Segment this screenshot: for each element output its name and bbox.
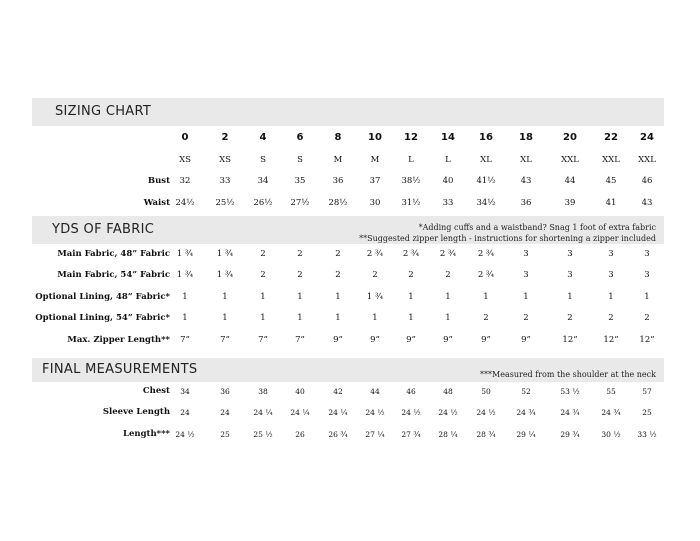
table-cell: 33	[442, 198, 454, 208]
table-cell: 28 ¾	[476, 430, 496, 439]
table-cell: 1	[445, 313, 451, 323]
size-letter: S	[260, 155, 266, 165]
table-cell: 40	[442, 176, 454, 186]
table-cell: 40	[295, 387, 305, 396]
row-label-waist: Waist	[143, 198, 170, 208]
table-cell: 24½	[175, 198, 195, 208]
table-cell: 38	[258, 387, 268, 396]
table-cell: 55	[606, 387, 616, 396]
table-cell: 9”	[443, 335, 453, 345]
table-cell: 25 ½	[253, 430, 273, 439]
table-cell: 3	[523, 249, 529, 259]
table-cell: 34	[257, 176, 269, 186]
table-cell: 2	[483, 313, 489, 323]
table-cell: 2	[644, 313, 650, 323]
table-cell: 37	[369, 176, 381, 186]
table-cell: 3	[567, 249, 573, 259]
table-cell: 2 ¾	[402, 249, 420, 259]
table-cell: 3	[644, 249, 650, 259]
table-cell: 2	[335, 270, 341, 280]
table-cell: 41½	[476, 176, 496, 186]
table-cell: 36	[332, 176, 344, 186]
table-cell: 35	[294, 176, 306, 186]
table-cell: 2 ¾	[477, 270, 495, 280]
fabric-row-label: Max. Zipper Length**	[67, 335, 170, 345]
table-cell: 1	[608, 292, 614, 302]
table-cell: 1	[182, 313, 188, 323]
table-cell: 28 ¼	[438, 430, 458, 439]
table-cell: 3	[523, 270, 529, 280]
table-cell: 24 ½	[476, 408, 496, 417]
table-cell: 2	[335, 249, 341, 259]
table-cell: 24 ½	[365, 408, 385, 417]
table-cell: 2	[523, 313, 529, 323]
table-cell: 3	[608, 270, 614, 280]
table-cell: 38½	[401, 176, 421, 186]
table-cell: 24	[180, 408, 190, 417]
table-cell: 1	[483, 292, 489, 302]
table-cell: 34½	[476, 198, 496, 208]
table-cell: 24 ½	[438, 408, 458, 417]
table-cell: 2	[372, 270, 378, 280]
table-cell: 1	[408, 313, 414, 323]
table-cell: 30	[369, 198, 381, 208]
table-cell: 46	[641, 176, 653, 186]
table-cell: 12”	[562, 335, 578, 345]
table-cell: 1 ¾	[176, 249, 194, 259]
table-cell: 24	[220, 408, 230, 417]
table-cell: 2	[608, 313, 614, 323]
table-cell: 44	[370, 387, 380, 396]
table-cell: 1	[182, 292, 188, 302]
table-cell: 7”	[295, 335, 305, 345]
table-cell: 1	[445, 292, 451, 302]
table-cell: 3	[644, 270, 650, 280]
fabric-row-label: Main Fabric, 48” Fabric	[57, 249, 170, 259]
size-number: 8	[334, 132, 342, 143]
size-number: 12	[404, 132, 418, 143]
table-cell: 36	[220, 387, 230, 396]
table-cell: 9”	[333, 335, 343, 345]
table-cell: 41	[605, 198, 617, 208]
table-cell: 2	[408, 270, 414, 280]
table-cell: 1	[297, 313, 303, 323]
table-cell: 26½	[253, 198, 273, 208]
fabric-row-label: Optional Lining, 54” Fabric*	[35, 313, 170, 323]
table-cell: 29 ¾	[560, 430, 580, 439]
size-letter: M	[333, 155, 343, 165]
table-cell: 30 ½	[601, 430, 621, 439]
fabric-row-label: Optional Lining, 48” Fabric*	[35, 292, 170, 302]
table-cell: 12”	[639, 335, 655, 345]
table-cell: 9”	[370, 335, 380, 345]
table-cell: 26	[295, 430, 305, 439]
size-number: 22	[604, 132, 618, 143]
table-cell: 7”	[258, 335, 268, 345]
size-number: 20	[563, 132, 577, 143]
table-cell: 2 ¾	[439, 249, 457, 259]
table-cell: 1 ¾	[176, 270, 194, 280]
table-cell: 24 ½	[175, 430, 195, 439]
size-letter: XXL	[602, 155, 620, 165]
table-cell: 57	[642, 387, 652, 396]
table-cell: 31½	[401, 198, 421, 208]
table-cell: 43	[520, 176, 532, 186]
table-cell: 24 ¾	[516, 408, 536, 417]
table-cell: 44	[564, 176, 576, 186]
table-cell: 1 ¾	[216, 249, 234, 259]
table-cell: 45	[605, 176, 617, 186]
table-cell: 29 ¼	[516, 430, 536, 439]
table-cell: 1	[260, 292, 266, 302]
table-cell: 2	[297, 249, 303, 259]
table-cell: 24 ¼	[290, 408, 310, 417]
table-cell: 1	[335, 292, 341, 302]
fabric-note-zipper: **Suggested zipper length - instructions for shortening a zipper included	[359, 234, 656, 243]
table-cell: 1	[644, 292, 650, 302]
size-letter: L	[408, 155, 414, 165]
table-cell: 24 ¾	[601, 408, 621, 417]
size-number: 2	[221, 132, 229, 143]
size-number: 24	[640, 132, 654, 143]
table-cell: 52	[521, 387, 531, 396]
fabric-note-cuffs: *Adding cuffs and a waistband? Snag 1 foot of extra fabric	[418, 223, 656, 232]
table-cell: 33	[219, 176, 231, 186]
table-cell: 1	[335, 313, 341, 323]
table-cell: 46	[406, 387, 416, 396]
table-cell: 2 ¾	[477, 249, 495, 259]
table-cell: 1	[260, 313, 266, 323]
table-cell: 53 ½	[560, 387, 580, 396]
table-cell: 9”	[521, 335, 531, 345]
table-cell: 2	[567, 313, 573, 323]
size-letter: XL	[520, 155, 532, 165]
table-cell: 39	[564, 198, 576, 208]
size-number: 18	[519, 132, 533, 143]
table-cell: 24 ¼	[328, 408, 348, 417]
table-cell: 27 ¼	[365, 430, 385, 439]
table-cell: 50	[481, 387, 491, 396]
table-cell: 48	[443, 387, 453, 396]
row-label-bust: Bust	[147, 176, 170, 186]
fabric-title: YDS OF FABRIC	[52, 222, 155, 237]
table-cell: 1	[222, 313, 228, 323]
fabric-row-label: Main Fabric, 54” Fabric	[57, 270, 170, 280]
measurements-title: FINAL MEASUREMENTS	[42, 362, 198, 377]
table-cell: 9”	[406, 335, 416, 345]
table-cell: 2	[297, 270, 303, 280]
table-cell: 24 ¼	[253, 408, 273, 417]
table-cell: 1	[222, 292, 228, 302]
sizing-title: SIZING CHART	[55, 104, 152, 119]
size-letter: S	[297, 155, 303, 165]
size-letter: XXL	[561, 155, 579, 165]
table-cell: 1	[523, 292, 529, 302]
size-letter: XL	[480, 155, 492, 165]
size-letter: XS	[219, 155, 231, 165]
table-cell: 27 ¾	[401, 430, 421, 439]
size-letter: M	[370, 155, 380, 165]
table-cell: 28½	[328, 198, 348, 208]
table-cell: 27½	[290, 198, 310, 208]
measurements-note: ***Measured from the shoulder at the neck	[480, 370, 656, 379]
table-cell: 2	[445, 270, 451, 280]
size-letter: XS	[179, 155, 191, 165]
table-cell: 25½	[215, 198, 235, 208]
size-number: 0	[181, 132, 189, 143]
table-cell: 1	[297, 292, 303, 302]
size-number: 6	[296, 132, 304, 143]
size-number: 16	[479, 132, 493, 143]
table-cell: 24 ¾	[560, 408, 580, 417]
measurement-row-label: Sleeve Length	[102, 407, 170, 417]
table-cell: 12”	[603, 335, 619, 345]
size-number: 4	[259, 132, 267, 143]
table-cell: 36	[520, 198, 532, 208]
table-cell: 32	[179, 176, 191, 186]
table-cell: 3	[567, 270, 573, 280]
table-cell: 34	[180, 387, 190, 396]
table-cell: 1 ¾	[216, 270, 234, 280]
size-letter: L	[445, 155, 451, 165]
table-cell: 1	[408, 292, 414, 302]
table-cell: 1 ¾	[366, 292, 384, 302]
table-cell: 2 ¾	[366, 249, 384, 259]
table-cell: 42	[333, 387, 343, 396]
table-cell: 25	[220, 430, 230, 439]
table-cell: 33 ½	[637, 430, 657, 439]
table-cell: 25	[642, 408, 652, 417]
measurement-row-label: Length***	[123, 429, 170, 439]
table-cell: 43	[641, 198, 653, 208]
table-cell: 7”	[180, 335, 190, 345]
table-cell: 2	[260, 270, 266, 280]
table-cell: 2	[260, 249, 266, 259]
table-cell: 24 ½	[401, 408, 421, 417]
table-cell: 3	[608, 249, 614, 259]
size-number: 14	[441, 132, 455, 143]
table-cell: 1	[372, 313, 378, 323]
size-number: 10	[368, 132, 382, 143]
measurement-row-label: Chest	[142, 386, 170, 396]
table-cell: 1	[567, 292, 573, 302]
table-cell: 9”	[481, 335, 491, 345]
table-cell: 7”	[220, 335, 230, 345]
table-cell: 26 ¾	[328, 430, 348, 439]
size-letter: XXL	[638, 155, 656, 165]
